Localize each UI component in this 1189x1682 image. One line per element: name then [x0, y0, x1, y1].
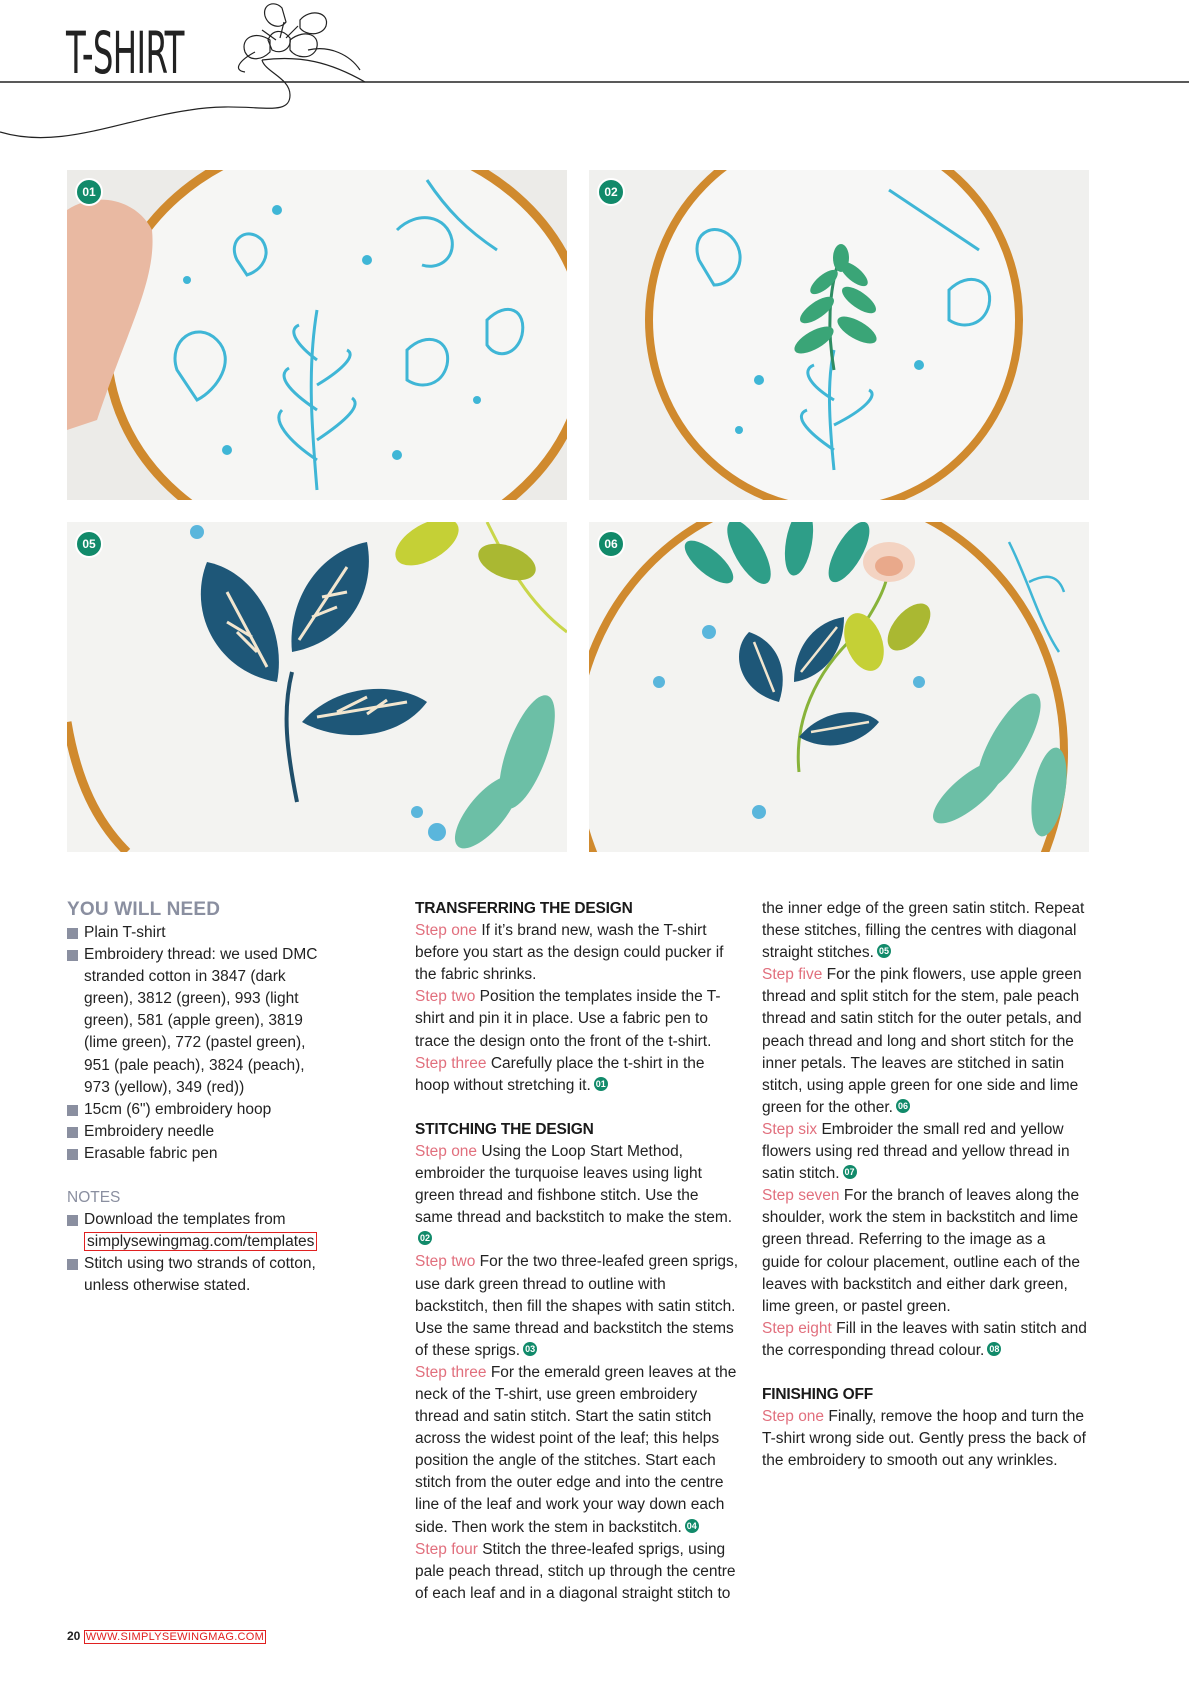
- step-paragraph: [415, 1053, 740, 1097]
- photo-ref-badge: 04: [686, 1520, 697, 1531]
- page-footer: [67, 1629, 266, 1643]
- templates-link[interactable]: simplysewingmag.com/templates: [84, 1232, 317, 1251]
- list-item: Erasable fabric pen: [67, 1143, 327, 1165]
- photo-ref-badge: 06: [897, 1100, 908, 1111]
- step-text: Embroider the small red and yellow flowers using red thread and yellow thread in satin stitch.: [762, 1120, 1070, 1183]
- step-label: Step eight: [762, 1319, 832, 1337]
- notes-title: NOTES: [67, 1189, 121, 1207]
- step-label: Step one: [415, 922, 478, 940]
- photo-hoop-green-leaves: [589, 170, 1089, 500]
- step-paragraph: [415, 1141, 740, 1251]
- photo-ref-badge: 08: [989, 1343, 1000, 1354]
- step-photo-05: [67, 522, 567, 852]
- photo-ref-badge: 05: [878, 946, 889, 957]
- step-label: Step two: [415, 1253, 476, 1271]
- list-item: 15cm (6") embroidery hoop: [67, 1099, 327, 1121]
- step-badge: 05: [75, 530, 103, 558]
- step-label: Step two: [415, 988, 476, 1006]
- step-badge: 02: [597, 178, 625, 206]
- step-label: Step one: [762, 1408, 825, 1426]
- photo-ref-badge: 03: [525, 1343, 536, 1354]
- list-item: Embroidery thread: we used DMC stranded cotton in 3847 (dark green), 3812 (green), 993 (light green), 581 (apple green), 3819 (lime green), 772 (pastel green), 951 (pale peach), 3824 (peach), 973 (yellow), 349 (red)): [67, 944, 327, 1099]
- photo-ref-badge: 02: [419, 1233, 430, 1244]
- page-header: [0, 0, 1189, 150]
- step-photo-01: [67, 170, 567, 500]
- stitching-title: STITCHING THE DESIGN: [415, 1120, 594, 1138]
- step-text: For the two three-leafed green sprigs, use dark green thread to outline with backstitch, then fill the shapes with satin stitch. Use the same thread and backstitch the stems of these sprigs.: [415, 1253, 739, 1359]
- step-text: For the branch of leaves along the shoulder, work the stem in backstitch and lime green thread. Referring to the image as a guide for colour placement, outline each of the leaves with backstitch and either dark green, lime green, or pastel green.: [762, 1187, 1080, 1315]
- step-text: the inner edge of the green satin stitch. Repeat these stitches, filling the centres with diagonal straight stitches.: [762, 900, 1085, 962]
- photo-dark-green-sprig-closeup: [67, 522, 567, 852]
- page-title: T-SHIRT: [66, 19, 184, 87]
- step-label: Step three: [415, 1054, 487, 1072]
- photo-ref-badge: 07: [844, 1167, 855, 1178]
- step-badge: 01: [75, 178, 103, 206]
- step-label: Step four: [415, 1540, 478, 1558]
- step-text: Stitch the three-leafed sprigs, using pale peach thread, stitch up through the centre of each leaf and in a diagonal straight stitch to: [415, 1540, 736, 1602]
- step-label: Step seven: [762, 1187, 840, 1205]
- step-paragraph: [762, 898, 1087, 964]
- step-paragraph: [415, 1251, 740, 1361]
- step-text: Carefully place the t-shirt in the hoop without stretching it.: [415, 1054, 705, 1094]
- step-paragraph: [762, 1119, 1087, 1185]
- instructions-column-1: [415, 898, 740, 1605]
- materials-column: [67, 898, 327, 1298]
- notes-text: Download the templates from: [84, 1211, 286, 1229]
- list-item: Stitch using two strands of cotton, unless otherwise stated.: [67, 1253, 327, 1297]
- photo-ref-badge: 01: [595, 1078, 606, 1089]
- step-text: Finally, remove the hoop and turn the T-shirt wrong side out. Gently press the back of the embroidery to smooth out any wrinkles.: [762, 1408, 1086, 1470]
- photo-finished-embroidery: [589, 522, 1089, 852]
- step-label: Step five: [762, 966, 823, 984]
- list-item: [67, 1209, 327, 1253]
- list-item: Plain T-shirt: [67, 922, 327, 944]
- step-paragraph: [762, 964, 1087, 1119]
- step-text: For the pink flowers, use apple green thread and split stitch for the stem, pale peach thread and satin stitch for the outer petals, and peach thread and long and short stitch for the inner petals. The leaves are stitched in satin stitch, using apple green for one side and lime green for the other.: [762, 966, 1082, 1116]
- you-will-need-title: YOU WILL NEED: [67, 899, 221, 920]
- website-link[interactable]: WWW.SIMPLYSEWINGMAG.COM: [85, 1631, 265, 1643]
- materials-list: [67, 922, 327, 1165]
- step-paragraph: [762, 1318, 1087, 1362]
- finishing-title: FINISHING OFF: [762, 1385, 874, 1403]
- step-label: Step one: [415, 1142, 478, 1160]
- list-item: Embroidery needle: [67, 1121, 327, 1143]
- step-text: Using the Loop Start Method, embroider the turquoise leaves using light green thread and fishbone stitch. Use the same thread and backstitch to make the stem.: [415, 1142, 733, 1227]
- transferring-title: TRANSFERRING THE DESIGN: [415, 900, 633, 917]
- step-paragraph: [415, 986, 740, 1052]
- step-badge: 06: [597, 530, 625, 558]
- step-label: Step three: [415, 1363, 487, 1381]
- page-number: 20: [67, 1629, 81, 1643]
- photo-hoop-traced-design: [67, 170, 567, 500]
- instructions-column-2: [762, 898, 1087, 1472]
- step-text: If it’s brand new, wash the T-shirt before you start as the design could pucker if the fabric shrinks.: [415, 922, 724, 984]
- step-paragraph: [762, 1185, 1087, 1318]
- step-photo-02: [589, 170, 1089, 500]
- step-paragraph: [415, 920, 740, 986]
- step-paragraph: [415, 1362, 740, 1539]
- step-text: Fill in the leaves with satin stitch and the corresponding thread colour.: [762, 1319, 1087, 1359]
- notes-list: [67, 1209, 327, 1297]
- step-photo-06: [589, 522, 1089, 852]
- step-paragraph: [415, 1539, 740, 1605]
- step-label: Step six: [762, 1120, 818, 1138]
- step-text: For the emerald green leaves at the neck of the T-shirt, use green embroidery thread and satin stitch. Start the satin stitch across the widest point of the leaf; this helps position the angle of the stitches. Start each stitch from the outer edge and into the centre line of the leaf and work your way down each side. Then work the stem in backstitch.: [415, 1363, 737, 1536]
- step-paragraph: [762, 1406, 1087, 1472]
- step-text: Position the templates inside the T-shirt and pin it in place. Use a fabric pen to trace the design onto the front of the t-shirt.: [415, 988, 721, 1050]
